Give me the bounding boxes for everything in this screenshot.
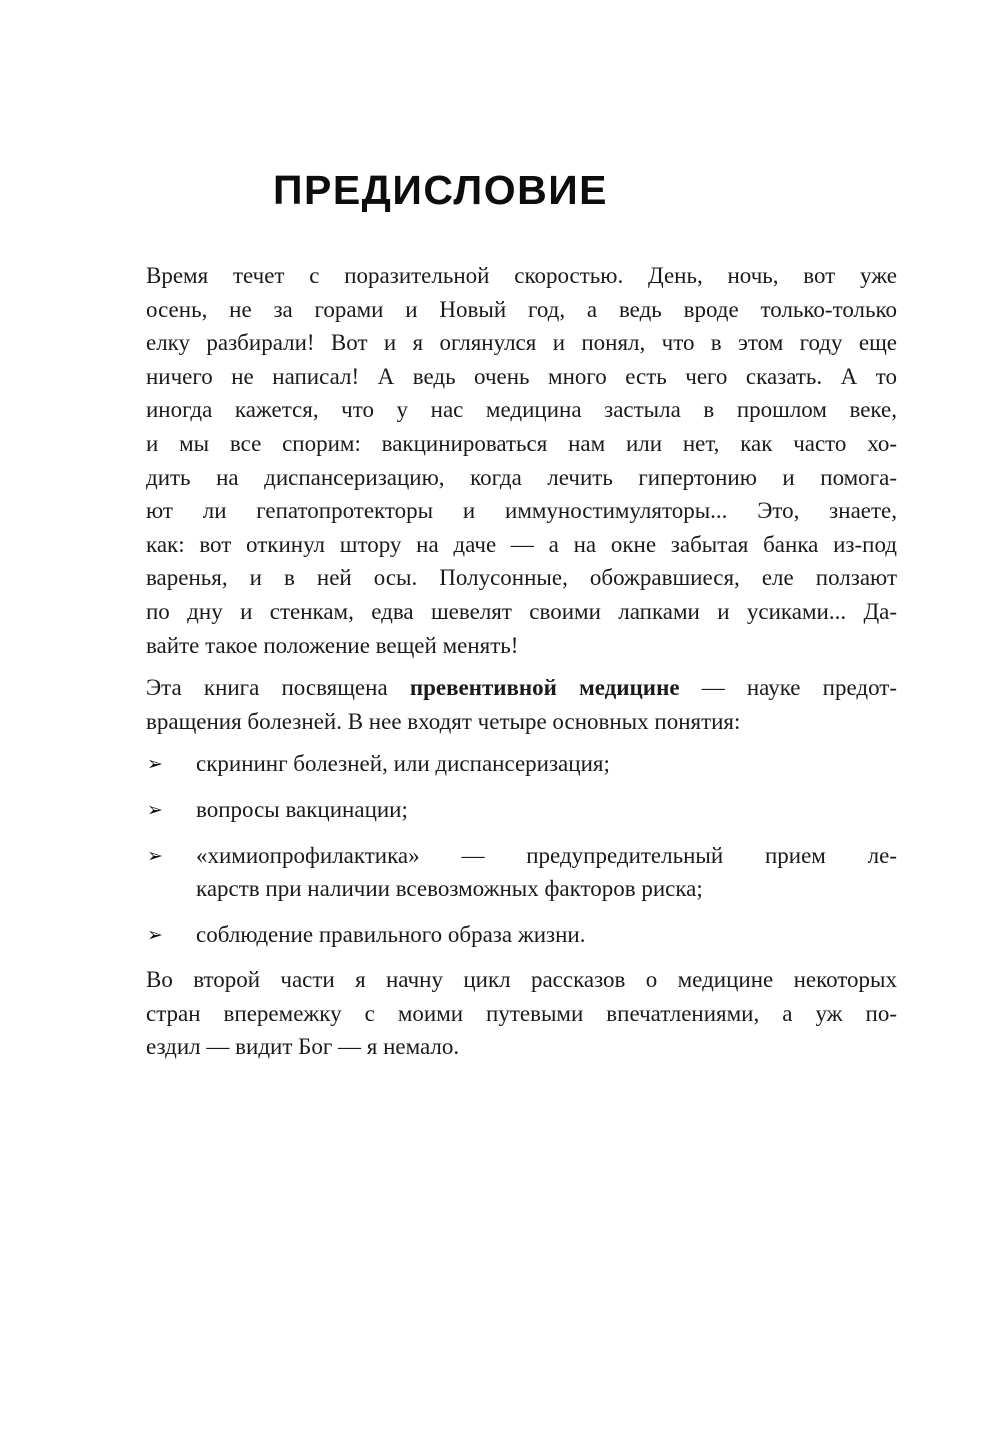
list-bullet-icon: ➢ — [147, 753, 163, 776]
chapter-title: ПРЕДИСЛОВИЕ — [273, 167, 609, 213]
text-line: осень, не за горами и Новый год, а ведь вроде только-только — [146, 296, 897, 322]
text-line: «химиопрофилактика» — предупредительный прием ле- — [196, 842, 897, 868]
text-line: стран вперемежку с моими путевыми впечатлениями, а уж по- — [146, 1000, 897, 1026]
paragraph — [146, 963, 897, 1064]
list-item — [146, 747, 897, 781]
text-line: ничего не написал! А ведь очень много есть чего сказать. А то — [146, 363, 897, 389]
list-item — [146, 793, 897, 827]
text-line: ют ли гепатопротекторы и иммуностимуляторы... Это, знаете, — [146, 498, 897, 524]
text-line: дить на диспансеризацию, когда лечить гипертонию и помога- — [146, 464, 897, 490]
list-item-text — [196, 747, 897, 781]
text-line: карств при наличии всевозможных факторов риска; — [196, 876, 703, 902]
text-line: вопросы вакцинации; — [196, 796, 408, 822]
list-item — [146, 918, 897, 952]
list-bullet-icon: ➢ — [147, 844, 163, 867]
paragraph — [146, 259, 897, 662]
list-bullet-icon: ➢ — [147, 798, 163, 821]
list-bullet-icon: ➢ — [147, 923, 163, 946]
bold-text: превентивной медицине — [409, 675, 680, 701]
list-item — [146, 839, 897, 906]
text-line: как: вот откинул штору на даче — а на окне забытая банка из-под — [146, 531, 897, 557]
text-line: вайте такое положение вещей менять! — [146, 632, 519, 658]
text-line: иногда кажется, что у нас медицина застыла в прошлом веке, — [146, 397, 897, 423]
text-line: по дну и стенкам, едва шевелят своими лапками и усиками... Да- — [146, 598, 897, 624]
text-line: скрининг болезней, или диспансеризация; — [196, 751, 610, 777]
text-line: Эта книга посвящена превентивной медицине — науке предот- — [146, 675, 898, 701]
text-line: елку разбирали! Вот и я оглянулся и понял, что в этом году еще — [146, 330, 897, 356]
bullet-list — [146, 747, 897, 951]
list-item-text — [196, 793, 897, 827]
text-line: Во второй части я начну цикл рассказов о медицине некоторых — [146, 967, 897, 993]
text-line: соблюдение правильного образа жизни. — [196, 921, 586, 947]
text-line: варенья, и в ней осы. Полусонные, обожравшиеся, еле ползают — [146, 565, 897, 591]
paragraph — [146, 671, 897, 738]
page-content — [146, 259, 897, 1064]
text-line: и мы все спорим: вакцинироваться нам или нет, как часто хо- — [146, 430, 897, 456]
list-item-text — [196, 918, 897, 952]
list-item-text — [196, 839, 897, 906]
text-line: вращения болезней. В нее входят четыре основных понятия: — [146, 708, 741, 734]
text-line: ездил — видит Бог — я немало. — [146, 1034, 460, 1060]
text-line: Время течет с поразительной скоростью. День, ночь, вот уже — [146, 263, 897, 288]
